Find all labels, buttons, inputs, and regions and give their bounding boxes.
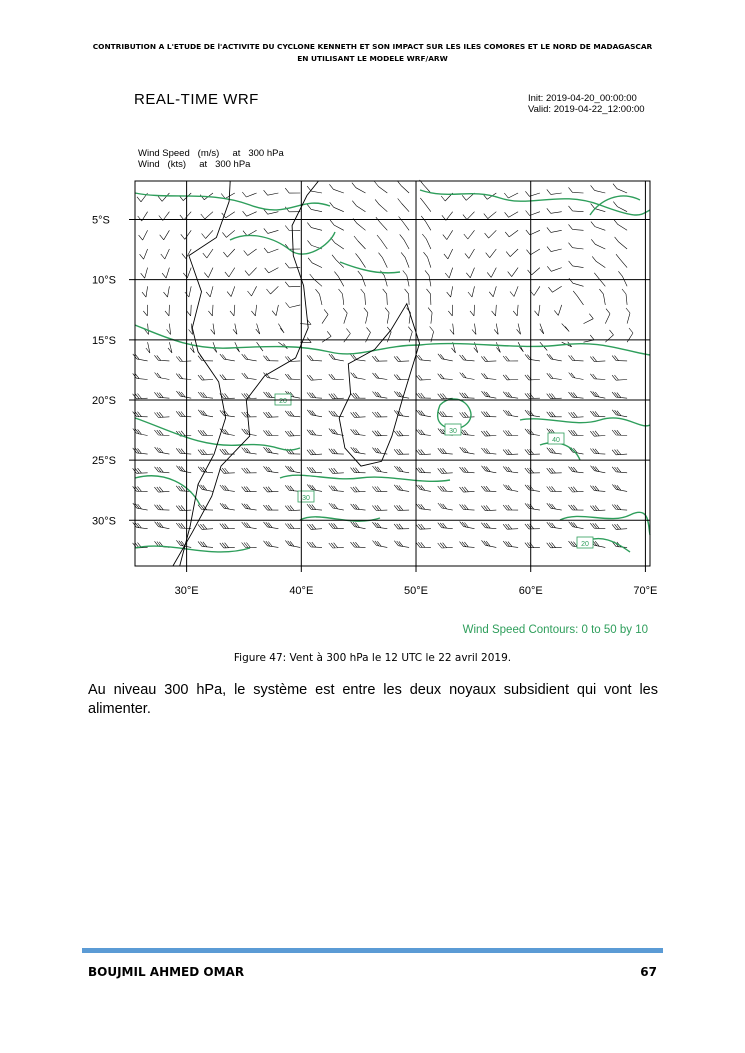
- footer-author: BOUJMIL AHMED OMAR: [88, 965, 245, 979]
- longitude-label: 40°E: [289, 585, 314, 597]
- contour-line: [230, 232, 335, 254]
- contour-line: [340, 262, 400, 273]
- contour-line: [520, 418, 650, 426]
- longitude-label: 50°E: [404, 585, 429, 597]
- contour-line: [135, 476, 200, 505]
- contour-value-label: 30: [302, 495, 310, 502]
- wind-barb-field: [133, 180, 633, 548]
- coastlines: [173, 181, 420, 566]
- longitude-label: 30°E: [174, 585, 199, 597]
- contour-line: [135, 546, 250, 552]
- contour-line: [590, 196, 640, 215]
- wind-barbs: [133, 180, 633, 548]
- contour-value-label: 20: [581, 541, 589, 548]
- latitude-label: 25°S: [92, 455, 116, 468]
- contour-legend: Wind Speed Contours: 0 to 50 by 10: [462, 624, 648, 636]
- field-wind-barbs: Wind (kts) at 300 hPa: [138, 159, 251, 170]
- valid-time: Valid: 2019-04-22_12:00:00: [528, 104, 645, 115]
- madagascar-coastline: [339, 304, 419, 466]
- body-paragraph: Au niveau 300 hPa, le système est entre les deux noyaux subsidient qui vont les alimenter.: [88, 682, 658, 717]
- contour-value-label: 30: [449, 428, 457, 435]
- latitude-label: 30°S: [92, 515, 116, 528]
- map-frame: [135, 181, 650, 566]
- page-number: 67: [640, 965, 657, 979]
- wrf-title: REAL-TIME WRF: [134, 91, 259, 108]
- latitude-label: 15°S: [92, 334, 116, 347]
- latitude-label: 20°S: [92, 394, 116, 407]
- contour-line: [540, 443, 580, 460]
- contour-value-label: 20: [279, 398, 287, 405]
- latitude-label: 5°S: [92, 214, 110, 227]
- longitude-label: 60°E: [518, 585, 543, 597]
- contour-value-label: 40: [552, 437, 560, 444]
- figure-caption: Figure 47: Vent à 300 hPa le 12 UTC le 22 avril 2019.: [233, 652, 512, 664]
- longitude-label: 70°E: [633, 585, 658, 597]
- latitude-label: 10°S: [92, 274, 116, 287]
- wind-speed-contours: [135, 190, 650, 552]
- header-line-1: CONTRIBUTION A L'ETUDE DE l'ACTIVITE DU CYCLONE KENNETH ET SON IMPACT SUR LES ILES COMORES ET LE NORD DE MADAGASCAR: [92, 42, 653, 51]
- header-line-2: EN UTILISANT LE MODELE WRF/ARW: [297, 54, 448, 63]
- contour-line: [560, 512, 650, 535]
- contour-line: [280, 475, 450, 481]
- field-wind-speed: Wind Speed (m/s) at 300 hPa: [138, 148, 284, 159]
- init-time: Init: 2019-04-20_00:00:00: [528, 93, 637, 104]
- footer-bar: [82, 948, 663, 953]
- contour-line: [420, 190, 650, 215]
